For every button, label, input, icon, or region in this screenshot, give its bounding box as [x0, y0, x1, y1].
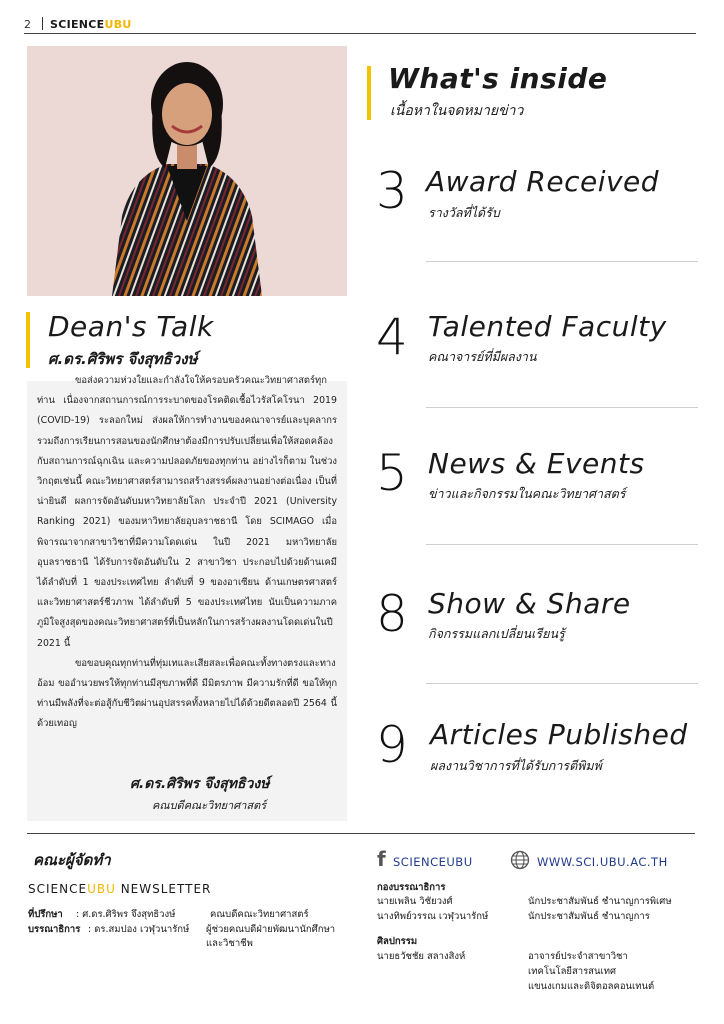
toc-divider — [426, 683, 698, 684]
toc-title: Show & Share — [428, 587, 631, 620]
footer-rule — [27, 833, 695, 834]
newsletter-science: SCIENCE — [28, 882, 88, 896]
editor-role-line1: ผู้ช่วยคณบดีฝ่ายพัฒนานักศึกษา — [206, 924, 336, 935]
toc-title: Award Received — [426, 165, 660, 198]
inside-subtitle: เนื้อหาในจดหมายข่าว — [390, 103, 524, 119]
editor-label: บรรณาธิการ — [28, 924, 81, 935]
signature-name: ศ.ดร.ศิริพร จึงสุทธิวงษ์ — [130, 776, 270, 792]
art-role-line1: อาจารย์ประจำสาขาวิชา — [528, 951, 628, 962]
newsletter-word: NEWSLETTER — [115, 882, 212, 896]
toc-subtitle: กิจกรรมแลกเปลี่ยนเรียนรู้ — [428, 626, 565, 641]
toc-subtitle: ข่าวและกิจกรรมในคณะวิทยาศาสตร์ — [428, 486, 626, 501]
editorial-role: นักประชาสัมพันธ์ ชำนาญการ — [528, 911, 650, 922]
dean-name: ศ.ดร.ศิริพร จึงสุทธิวงษ์ — [48, 350, 198, 368]
toc-divider — [426, 544, 698, 545]
brand-science: SCIENCE — [50, 18, 105, 31]
facebook-icon[interactable]: f — [377, 847, 386, 871]
toc-page-number: 8 — [376, 585, 408, 643]
website-link[interactable]: WWW.SCI.UBU.AC.TH — [537, 855, 668, 869]
toc-subtitle: คณาจารย์ที่มีผลงาน — [428, 349, 537, 364]
editorial-role: นักประชาสัมพันธ์ ชำนาญการพิเศษ — [528, 896, 672, 907]
signature-title: คณบดีคณะวิทยาศาสตร์ — [152, 799, 267, 812]
editor-role-line2: และวิชาชีพ — [206, 938, 253, 949]
dean-message — [37, 371, 337, 735]
dean-accent-bar — [26, 312, 30, 368]
header-rule — [24, 33, 696, 34]
toc-divider — [426, 261, 698, 262]
dean-photo — [27, 46, 347, 296]
globe-icon — [510, 850, 530, 870]
header-divider — [42, 17, 43, 30]
inside-title: What's inside — [388, 62, 608, 95]
toc-divider — [426, 407, 698, 408]
toc-title: Articles Published — [430, 718, 688, 751]
art-role-line2: เทคโนโลยีสารสนเทศ — [528, 966, 617, 977]
toc-page-number: 5 — [376, 444, 408, 502]
advisor-role: คณบดีคณะวิทยาศาสตร์ — [210, 909, 309, 920]
advisor-label: ที่ปรึกษา — [28, 909, 63, 920]
toc-title: News & Events — [428, 447, 645, 480]
editorial-name: นางทิพย์วรรณ เวฬุวนารักษ์ — [377, 911, 489, 922]
editor-name: : ดร.สมปอง เวฬุวนารักษ์ — [88, 924, 190, 935]
newsletter-brand — [28, 882, 211, 896]
newsletter-ubu: UBU — [87, 882, 116, 896]
message-paragraph-2: ขอขอบคุณทุกท่านที่ทุ่มเทและเสียสละเพื่อคณะทั้งทางตรงและทางอ้อม ขออำนวยพรให้ทุกท่านมีสุขภาพที่ดี มีมิตรภาพ มีความรักที่ดี ขอให้ทุกท่านมีพลังที่จะต่อสู้กับชีวิตผ่านอุปสรรคทั้งหลายไปได้ด้วยดีตลอดปี 2564 นี้ด้วยเทอญ — [37, 657, 337, 730]
editorial-name: นายเพลิน วิชัยวงศ์ — [377, 896, 453, 907]
brand-ubu: UBU — [104, 18, 132, 31]
toc-title: Talented Faculty — [428, 310, 667, 343]
dean-talk-title: Dean's Talk — [48, 310, 214, 343]
art-label: ศิลปกรรม — [377, 936, 418, 947]
toc-page-number: 4 — [376, 308, 408, 366]
header-brand — [50, 18, 132, 31]
toc-page-number: 9 — [376, 716, 408, 774]
dean-portrait-illustration — [27, 46, 347, 296]
page-number: 2 — [24, 18, 31, 31]
toc-subtitle: รางวัลที่ได้รับ — [428, 205, 500, 220]
team-title: คณะผู้จัดทำ — [33, 851, 111, 869]
toc-page-number: 3 — [376, 162, 408, 220]
editorial-label: กองบรรณาธิการ — [377, 882, 446, 893]
art-role-line3: แขนงเกมและดิจิตอลคอนเทนต์ — [528, 981, 655, 992]
inside-accent-bar — [367, 66, 371, 120]
advisor-name: : ศ.ดร.ศิริพร จึงสุทธิวงษ์ — [76, 909, 176, 920]
toc-subtitle: ผลงานวิชาการที่ได้รับการตีพิมพ์ — [430, 758, 602, 773]
message-paragraph-1: ขอส่งความห่วงใยและกำลังใจให้ครอบครัวคณะวิทยาศาสตร์ทุกท่าน เนื่องจากสถานการณ์การระบาดของโรคติดเชื้อไวรัสโคโรนา 2019 (COVID-19) ระลอกใหม่ ส่งผลให้การทำงานของคณาจารย์และบุคลากร รวมถึงการเรียนการสอนของนักศึกษาต้องมีการปรับเปลี่ยนเพื่อให้สอดคล้องกับสถานการณ์ฉุกเฉิน และความปลอดภัยของทุกท่าน อย่างไรก็ตาม ในช่วงวิกฤตเช่นนี้ คณะวิทยาศาสตร์สามารถสร้างสรรค์ผลงานอย่างต่อเนื่อง เป็นที่น่ายินดี ผลการจัดอันดับมหาวิทยาลัยโลก ประจำปี 2021 (University Ranking 2021) ของมหาวิทยาลัยอุบลราชธานี โดย SCIMAGO เมื่อพิจารณาจากสาขาวิชาที่มีความโดดเด่น ในปี 2021 มหาวิทยาลัยอุบลราชธานี ได้รับการจัดอันดับใน 2 สาขาวิชา ประกอบไปด้วยด้านเคมี ได้ลำดับที่ 1 ของประเทศไทย ลำดับที่ 9 ของอาเซียน ด้านเกษตรศาสตร์และวิทยาศาสตร์ชีวภาพ ได้ลำดับที่ 5 ของประเทศไทย นับเป็นความภาคภูมิใจสูงสุดของคณะวิทยาศาสตร์ที่เป็นหลักในการสร้างผลงานโดดเด่นในปี 2021 นี้ — [37, 375, 337, 649]
facebook-link[interactable]: SCIENCEUBU — [393, 855, 473, 869]
art-name: นายธวัชชัย สลางสิงห์ — [377, 951, 466, 962]
